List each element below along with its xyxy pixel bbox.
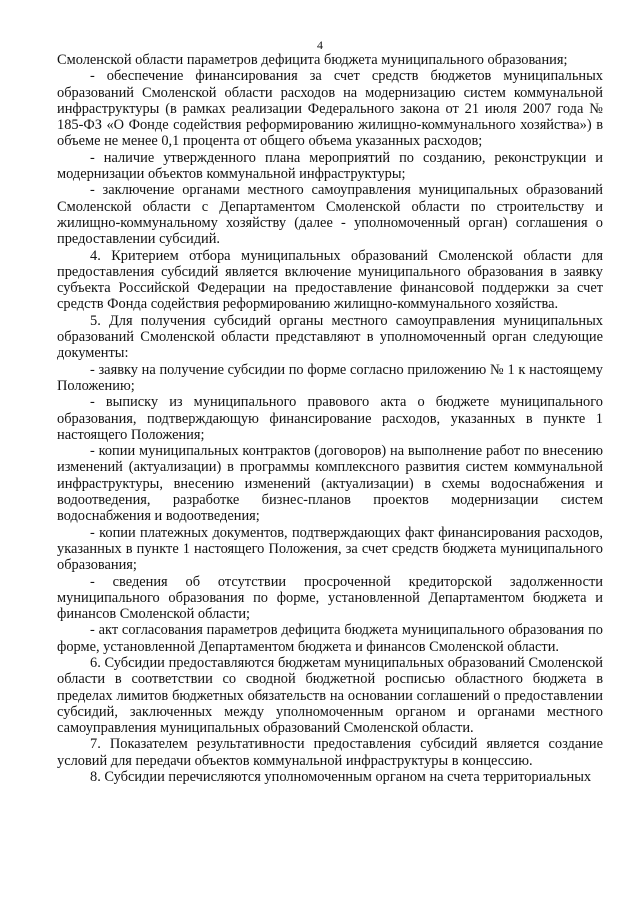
paragraph: - копии платежных документов, подтверждающих факт финансирования расходов, указанных в пункте 1 настоящего Положения, за счет средств бюджета муниципального образования; <box>57 524 603 574</box>
paragraph: 7. Показателем результативности предоставления субсидий является создание условий для передачи объектов коммунальной инфраструктуры в концессию. <box>57 736 603 769</box>
paragraph: - наличие утвержденного плана мероприятий по созданию, реконструкции и модернизации объектов коммунальной инфраструктуры; <box>57 149 603 183</box>
paragraph: - сведения об отсутствии просроченной кредиторской задолженности муниципального образования по форме, установленной Департаментом бюджета и финансов Смоленской области; <box>57 573 603 623</box>
page-number: 4 <box>317 38 323 52</box>
paragraph: - заявку на получение субсидии по форме согласно приложению № 1 к настоящему Положению; <box>57 361 603 394</box>
paragraph: - выписку из муниципального правового акта о бюджете муниципального образования, подтверждающую финансирование расходов, указанных в пункте 1 настоящего Положения; <box>57 394 603 443</box>
paragraph: - копии муниципальных контрактов (договоров) на выполнение работ по внесению изменений (актуализации) в программы комплексного развития систем коммунальной инфраструктуры, внесению изменений (актуализации) в схемы водоснабжения и водоотведения, разработке бизнес-планов проектов модернизации систем водоснабжения и водоотведения; <box>57 443 603 525</box>
paragraph: - обеспечение финансирования за счет средств бюджетов муниципальных образований Смоленской области расходов на модернизацию систем коммунальной инфраструктуры (в рамках реализации Федерального закона от 21 июля 2007 года № 185-ФЗ «О Фонде содействия реформированию жилищно-коммунального хозяйства») в объеме не менее 0,1 процента от общего объема указанных расходов; <box>57 68 603 150</box>
document-body <box>57 52 603 785</box>
paragraph: Смоленской области параметров дефицита бюджета муниципального образования; <box>57 52 568 68</box>
paragraph: - акт согласования параметров дефицита бюджета муниципального образования по форме, установленной Департаментом бюджета и финансов Смоленской области. <box>57 622 603 655</box>
paragraph: 5. Для получения субсидий органы местного самоуправления муниципальных образований Смоленской области представляют в уполномоченный орган следующие документы: <box>57 312 603 362</box>
paragraph: 6. Субсидии предоставляются бюджетам муниципальных образований Смоленской области в соответствии со сводной бюджетной росписью областного бюджета в пределах лимитов бюджетных обязательств на основании соглашений о предоставлении субсидий, заключенных между уполномоченным органом и органами местного самоуправления муниципальных образований Смоленской области. <box>57 654 603 737</box>
paragraph: 4. Критерием отбора муниципальных образований Смоленской области для предоставления субсидий является включение муниципального образования в заявку субъекта Российской Федерации на предоставление финансовой поддержки за счет средств Фонда содействия реформированию жилищно-коммунального хозяйства. <box>57 247 603 313</box>
paragraph: - заключение органами местного самоуправления муниципальных образований Смоленской области с Департаментом Смоленской области по строительству и жилищно-коммунальному хозяйству (далее - уполномоченный орган) соглашения о предоставлении субсидий. <box>57 182 603 248</box>
paragraph: 8. Субсидии перечисляются уполномоченным органом на счета территориальных <box>90 769 592 786</box>
